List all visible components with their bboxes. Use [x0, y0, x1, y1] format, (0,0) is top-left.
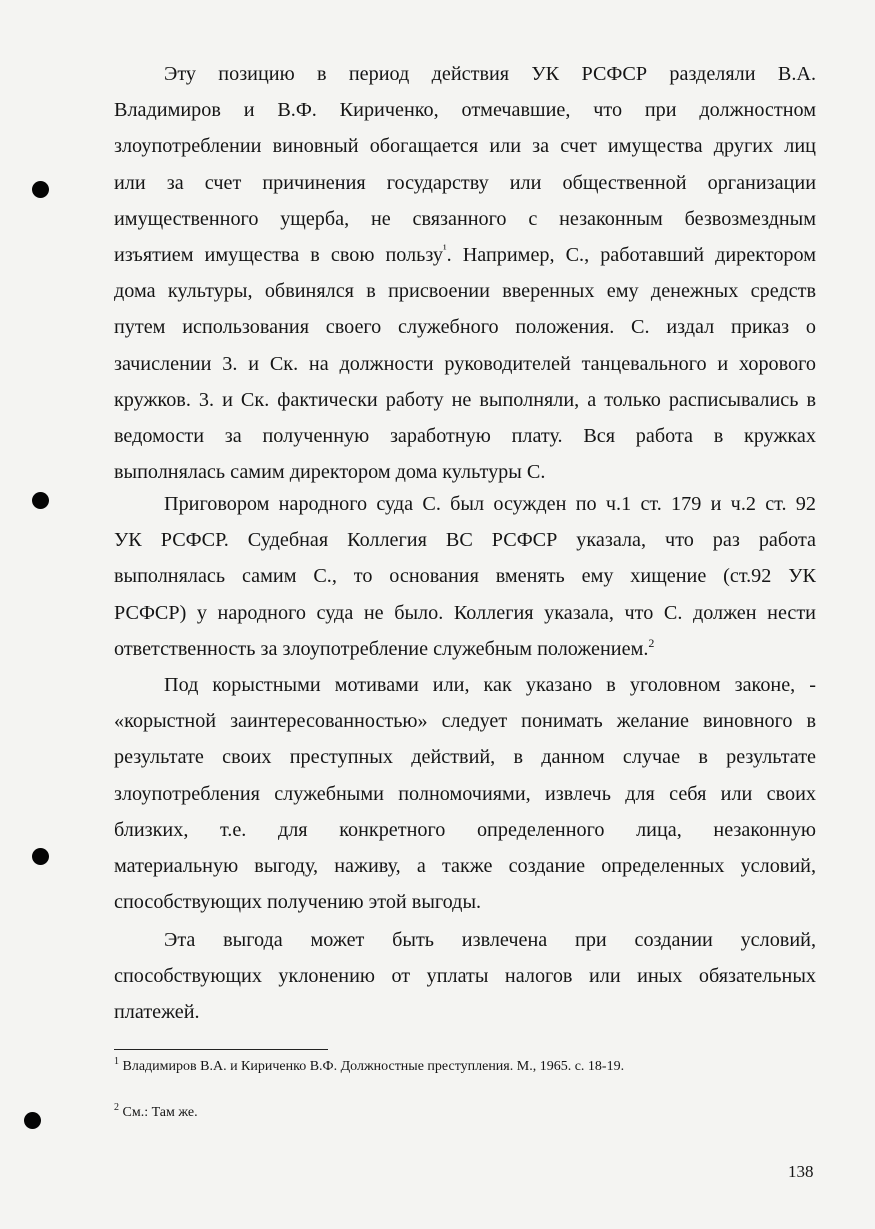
footnote-text: См.: Там же. — [122, 1105, 198, 1120]
footnote-mark: 2 — [114, 1102, 119, 1113]
footnote-separator — [114, 1049, 328, 1050]
footnote-ref: ¹ — [443, 242, 447, 257]
page-number: 138 — [788, 1162, 814, 1181]
text-line: Под корыстными мотивами или, как указано в уголовном законе, - — [164, 674, 816, 696]
text-line: способствующих уклонению от уплаты налогов или иных обязательных — [114, 965, 816, 988]
text-line: зачислении 3. и Ск. на должности руководителей танцевального и хорового — [114, 352, 816, 375]
footnote-1 — [114, 1058, 624, 1076]
text-line: изъятием имущества в свою пользу$^{^1}$. Например, С., работавший директором — [114, 242, 816, 267]
binder-hole — [32, 848, 49, 865]
paragraph-4 — [114, 922, 816, 1031]
text-line: злоупотребления служебными полномочиями, извлечь для себя или своих — [114, 782, 816, 805]
text-line: выполнялась самим С., то основания вменять ему хищение (ст.92 УК — [114, 565, 816, 588]
text-line: материальную выгоду, наживу, а также создание определенных условий, — [114, 855, 816, 878]
text-line: имущественного ущерба, не связанного с незаконным безвозмездным — [114, 207, 816, 230]
text-line: путем использования своего служебного положения. С. издал приказ о — [114, 316, 816, 339]
text-line: выполнялась самим директором дома культуры С. — [114, 461, 546, 484]
paragraph-3 — [114, 667, 816, 920]
text-line: результате своих преступных действий, в данном случае в результате — [114, 746, 816, 769]
footnote-text: Владимиров В.А. и Кириченко В.Ф. Должностные преступления. М., 1965. с. 18-19. — [122, 1059, 625, 1074]
text-line: «корыстной заинтересованностью» следует понимать желание виновного в — [114, 710, 816, 733]
text-line: способствующих получению этой выгоды. — [114, 891, 482, 914]
text-line: УК РСФСР. Судебная Коллегия ВС РСФСР указала, что раз работа — [114, 529, 816, 552]
footnote-mark: 1 — [114, 1056, 119, 1067]
footnote-ref: 2 — [648, 635, 655, 650]
text-line: ответственность за злоупотребление служебным положением.$^2$ — [114, 635, 655, 660]
text-line: платежей. — [114, 1001, 200, 1024]
text-line: дома культуры, обвинялся в присвоении вверенных ему денежных средств — [114, 280, 816, 303]
text-line: близких, т.е. для конкретного определенного лица, незаконную — [114, 818, 816, 841]
text-line: РСФСР) у народного суда не было. Коллегия указала, что С. должен нести — [114, 601, 816, 624]
binder-hole — [24, 1112, 41, 1129]
text-line: злоупотреблении виновный обогащается или за счет имущества других лиц — [114, 135, 816, 158]
paragraph-1 — [114, 56, 816, 490]
text-line: ведомости за полученную заработную плату. Вся работа в кружках — [114, 425, 816, 448]
text-line: Приговором народного суда С. был осужден по ч.1 ст. 179 и ч.2 ст. 92 — [164, 493, 816, 515]
text-line: кружков. 3. и Ск. фактически работу не выполняли, а только расписывались в — [114, 388, 816, 411]
footnote-2 — [114, 1104, 198, 1122]
binder-hole — [32, 492, 49, 509]
text-line: Владимиров и В.Ф. Кириченко, отмечавшие, что при должностном — [114, 99, 816, 122]
text-line: Эта выгода может быть извлечена при создании условий, — [164, 929, 816, 951]
text-line: или за счет причинения государству или общественной организации — [114, 171, 816, 194]
paragraph-2 — [114, 486, 816, 667]
text-line: Эту позицию в период действия УК РСФСР разделяли В.А. — [164, 63, 816, 85]
binder-hole — [32, 181, 49, 198]
